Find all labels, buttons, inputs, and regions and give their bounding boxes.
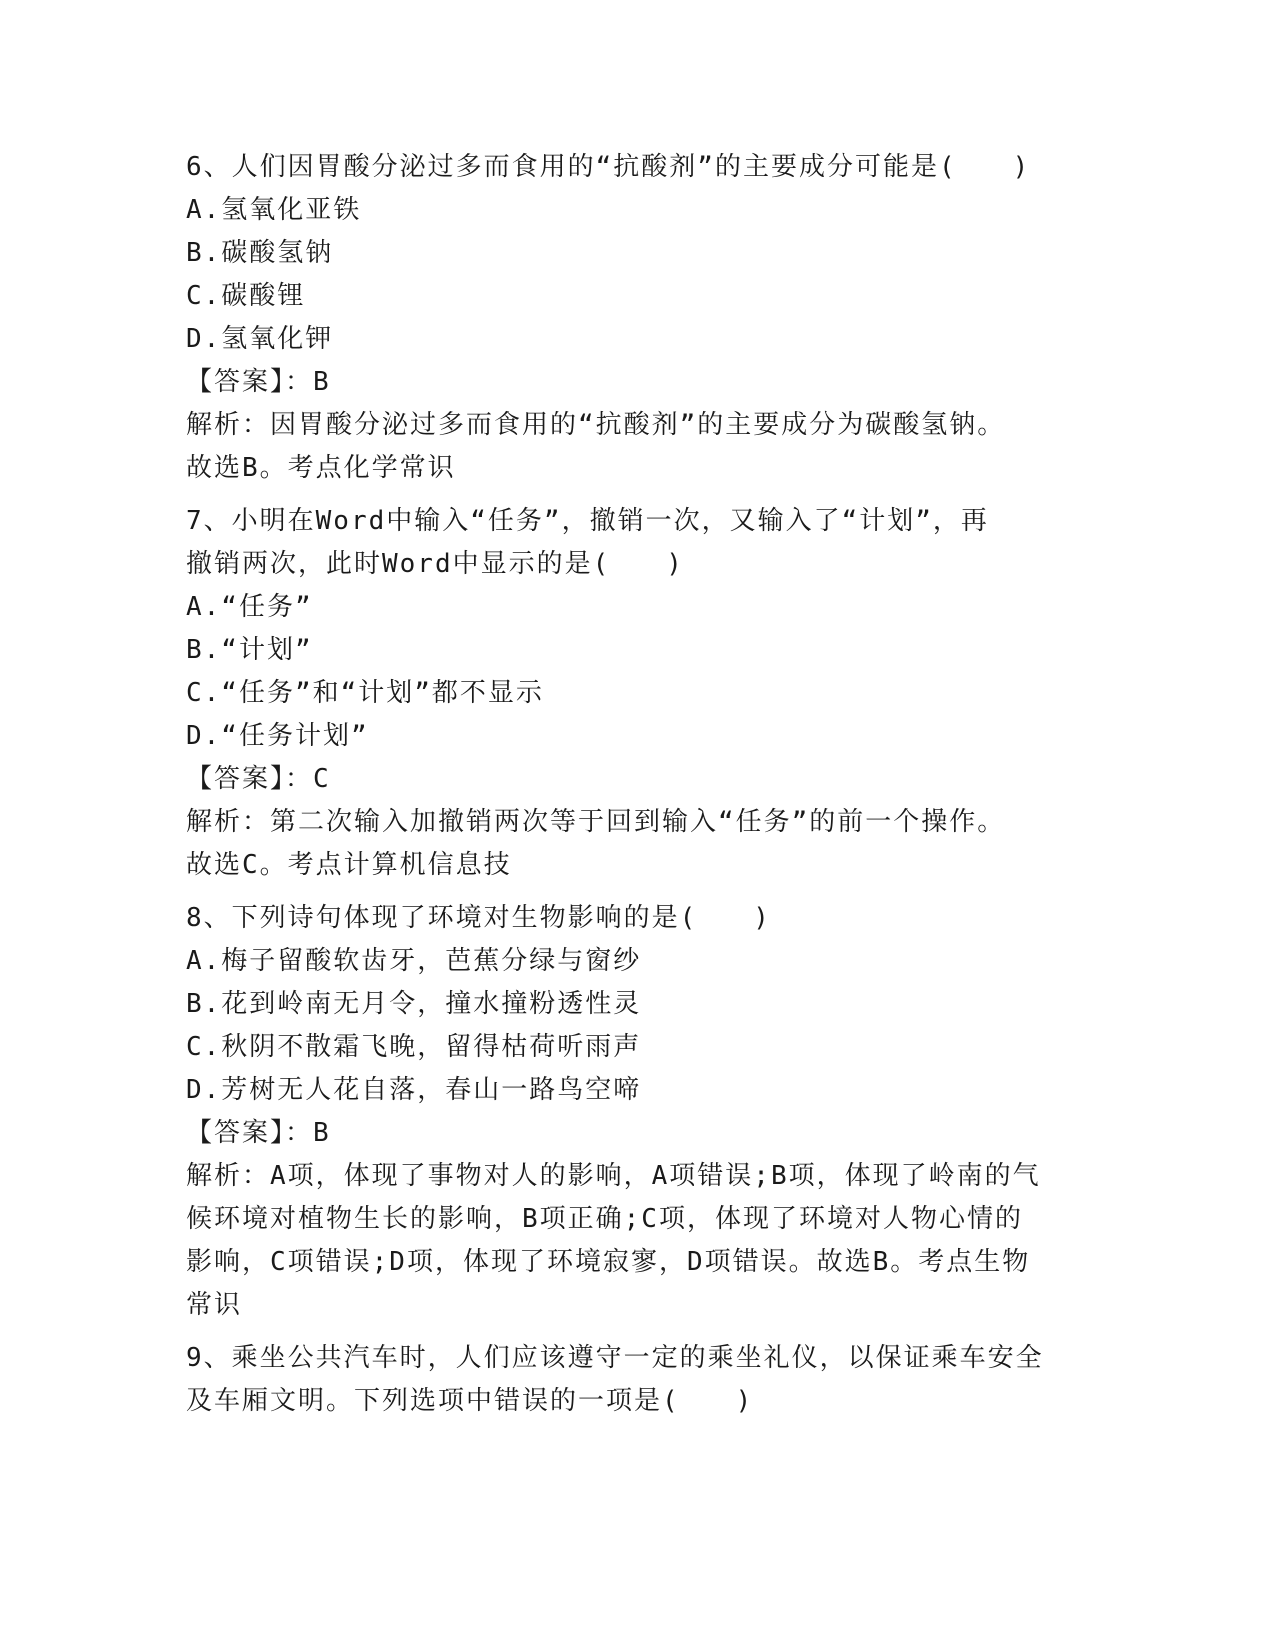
analysis-line: 常识	[186, 1290, 243, 1320]
question-8	[186, 897, 1066, 1327]
question-stem: 撤销两次，此时Word中显示的是( )	[186, 549, 684, 579]
option-b: B.花到岭南无月令，撞水撞粉透性灵	[186, 989, 642, 1019]
document-content	[186, 146, 1066, 1423]
option-b: B.碳酸氢钠	[186, 238, 334, 268]
question-gap	[186, 1327, 1066, 1337]
analysis-line: 故选C。考点计算机信息技	[186, 850, 512, 880]
answer: 【答案】：B	[186, 367, 331, 397]
option-a: A.“任务”	[186, 592, 313, 622]
analysis-line: 候环境对植物生长的影响，B项正确;C项，体现了环境对人物心情的	[186, 1204, 1023, 1234]
option-c: C.“任务”和“计划”都不显示	[186, 678, 544, 708]
option-d: D.“任务计划”	[186, 721, 369, 751]
question-stem: 9、乘坐公共汽车时，人们应该遵守一定的乘坐礼仪，以保证乘车安全	[186, 1343, 1044, 1373]
question-stem: 及车厢文明。下列选项中错误的一项是( )	[186, 1386, 754, 1416]
question-gap	[186, 490, 1066, 500]
analysis-line: 故选B。考点化学常识	[186, 453, 456, 483]
option-d: D.芳树无人花自落，春山一路鸟空啼	[186, 1075, 642, 1105]
question-stem: 8、下列诗句体现了环境对生物影响的是( )	[186, 903, 771, 933]
option-d: D.氢氧化钾	[186, 324, 334, 354]
option-b: B.“计划”	[186, 635, 313, 665]
question-stem: 6、人们因胃酸分泌过多而食用的“抗酸剂”的主要成分可能是( )	[186, 152, 1031, 182]
answer: 【答案】：C	[186, 764, 331, 794]
question-gap	[186, 887, 1066, 897]
question-stem: 7、小明在Word中输入“任务”，撤销一次，又输入了“计划”，再	[186, 506, 989, 536]
option-c: C.秋阴不散霜飞晚，留得枯荷听雨声	[186, 1032, 642, 1062]
option-a: A.梅子留酸软齿牙，芭蕉分绿与窗纱	[186, 946, 642, 976]
question-9	[186, 1337, 1066, 1423]
analysis-line: 解析：因胃酸分泌过多而食用的“抗酸剂”的主要成分为碳酸氢钠。	[186, 410, 1006, 440]
analysis-line: 影响，C项错误;D项，体现了环境寂寥，D项错误。故选B。考点生物	[186, 1247, 1031, 1277]
option-c: C.碳酸锂	[186, 281, 306, 311]
answer: 【答案】：B	[186, 1118, 331, 1148]
analysis-line: 解析：第二次输入加撤销两次等于回到输入“任务”的前一个操作。	[186, 807, 1006, 837]
analysis-line: 解析：A项，体现了事物对人的影响，A项错误;B项，体现了岭南的气	[186, 1161, 1041, 1191]
question-7	[186, 500, 1066, 887]
option-a: A.氢氧化亚铁	[186, 195, 362, 225]
question-6	[186, 146, 1066, 490]
